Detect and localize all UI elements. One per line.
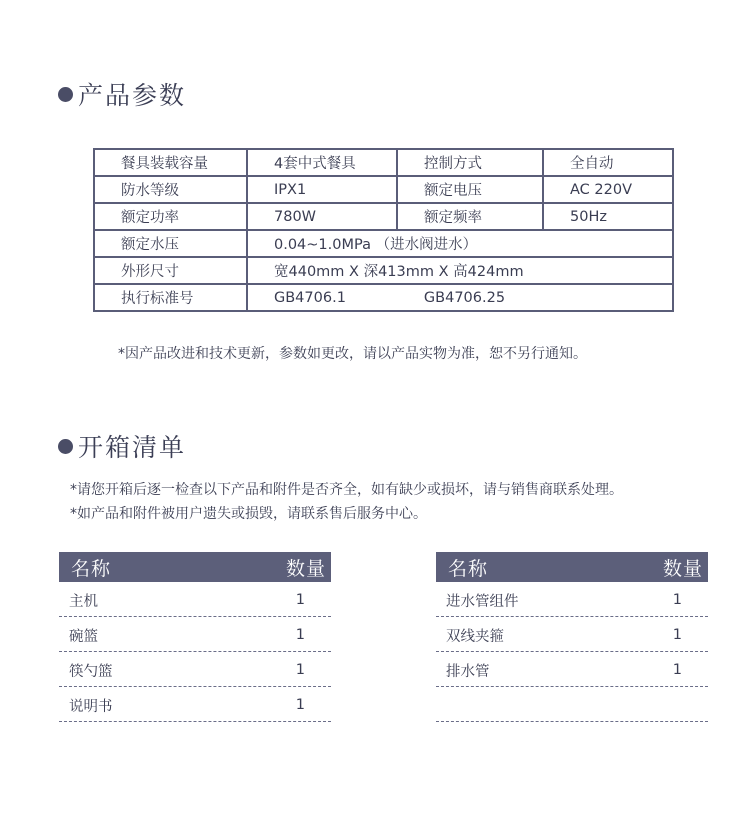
- spec-value: [247, 284, 673, 311]
- list-header: [59, 552, 331, 582]
- spec-row: [94, 284, 673, 311]
- packing-list-left: [59, 552, 331, 722]
- spec-value: 全自动: [543, 149, 673, 176]
- item-qty: 1: [672, 627, 682, 643]
- list-item: [59, 689, 331, 722]
- packing-note-2: *如产品和附件被用户遗失或损毁，请联系售后服务中心。: [70, 506, 427, 522]
- item-name: 进水管组件: [446, 593, 519, 610]
- spec-row: [94, 176, 673, 203]
- list-item: [59, 654, 331, 687]
- specs-note: *因产品改进和技术更新，参数如更改，请以产品实物为准，恕不另行通知。: [118, 346, 587, 362]
- spec-label: 额定频率: [397, 203, 543, 230]
- list-item: [436, 654, 708, 687]
- spec-value: AC 220V: [543, 176, 673, 203]
- list-header: [436, 552, 708, 582]
- spec-label: 防水等级: [94, 176, 247, 203]
- col-qty-header: 数量: [285, 557, 326, 580]
- spec-label: 额定电压: [397, 176, 543, 203]
- packing-section-title: [58, 428, 186, 464]
- list-item: [436, 619, 708, 652]
- item-name: 碗篮: [69, 628, 98, 645]
- spec-label: 控制方式: [397, 149, 543, 176]
- standard-value-1: GB4706.1: [274, 289, 346, 306]
- item-name: 排水管: [446, 663, 490, 680]
- packing-list-right: [436, 552, 708, 722]
- item-qty: 1: [295, 697, 305, 713]
- spec-row: [94, 257, 673, 284]
- spec-row: [94, 149, 673, 176]
- spec-row: [94, 230, 673, 257]
- spec-value: 4套中式餐具: [247, 149, 397, 176]
- packing-note-1: *请您开箱后逐一检查以下产品和附件是否齐全，如有缺少或损坏，请与销售商联系处理。: [70, 482, 623, 498]
- standard-value-2: GB4706.25: [423, 289, 506, 306]
- item-name: 主机: [69, 593, 98, 610]
- spec-value: 50Hz: [543, 203, 673, 230]
- spec-label: 额定水压: [94, 230, 247, 257]
- spec-value: IPX1: [247, 176, 397, 203]
- spec-value: 宽440mm X 深413mm X 高424mm: [247, 257, 673, 284]
- col-qty-header: 数量: [662, 557, 703, 580]
- item-qty: 1: [672, 662, 682, 678]
- specs-title-text: 产品参数: [78, 81, 187, 110]
- list-item: [59, 619, 331, 652]
- col-name-header: 名称: [448, 557, 489, 580]
- bullet-dot-icon: [58, 439, 73, 454]
- item-name: 说明书: [69, 698, 113, 715]
- spec-label: 额定功率: [94, 203, 247, 230]
- item-qty: 1: [295, 592, 305, 608]
- packing-title-text: 开箱清单: [78, 433, 187, 462]
- spec-label: 外形尺寸: [94, 257, 247, 284]
- item-qty: 1: [672, 592, 682, 608]
- spec-label: 执行标准号: [94, 284, 247, 311]
- item-qty: 1: [295, 662, 305, 678]
- item-qty: 1: [295, 627, 305, 643]
- spec-value: 780W: [247, 203, 397, 230]
- list-item: [59, 584, 331, 617]
- list-item: [436, 689, 708, 722]
- spec-value: 0.04~1.0MPa （进水阀进水）: [247, 230, 673, 257]
- col-name-header: 名称: [71, 557, 112, 580]
- list-item: [436, 584, 708, 617]
- specs-section-title: [58, 76, 186, 112]
- spec-row: [94, 203, 673, 230]
- item-name: 筷勺篮: [69, 663, 113, 680]
- specs-table: [93, 148, 674, 312]
- bullet-dot-icon: [58, 87, 73, 102]
- item-name: 双线夹箍: [446, 628, 504, 645]
- spec-label: 餐具装载容量: [94, 149, 247, 176]
